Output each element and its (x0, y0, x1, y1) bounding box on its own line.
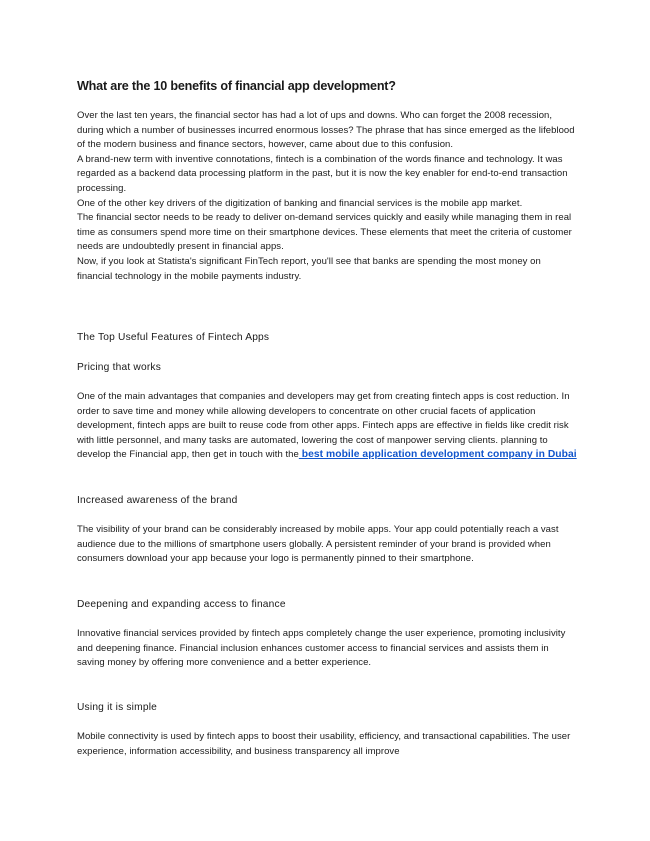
intro-paragraph: Over the last ten years, the financial sector has had a lot of ups and downs. Who can forget the 2008 recession, during which a number of businesses incurred enormous losses? The phrase that has since emerged as the lifeblood of the modern business and finance sectors, however, came about due to this confusion. (77, 110, 575, 151)
section-body-simple (77, 730, 577, 759)
page-title: What are the 10 benefits of financial app development? (77, 79, 396, 93)
intro-paragraph: The financial sector needs to be ready to deliver on-demand services quickly and easily while managing them in real time as consumers spend more time on their smartphone devices. These elements that meet the criteria of customer needs are undoubtedly present in financial apps. (77, 212, 572, 253)
section-heading-access: Deepening and expanding access to finance (77, 599, 286, 610)
section-heading-pricing: Pricing that works (77, 362, 161, 373)
features-heading: The Top Useful Features of Fintech Apps (77, 332, 270, 343)
section-heading-brand: Increased awareness of the brand (77, 495, 238, 506)
section-text: One of the main advantages that companies and developers may get from creating fintech apps is cost reduction. In order to save time and money while allowing developers to concentrate on other crucial facets of application development, fintech apps are built to reuse code from other apps. Fintech apps are effective in fields like credit risk with little personnel, and many tasks are automated, lowering the cost of manpower serving clients. planning to develop the Financial app, then get in touch with the (77, 391, 570, 461)
intro-paragraph: Now, if you look at Statista's significant FinTech report, you'll see that banks are spending the most money on financial technology in the mobile payments industry. (77, 255, 541, 282)
company-link[interactable]: best mobile application development company in Dubai (298, 449, 577, 461)
section-text: Mobile connectivity is used by fintech apps to boost their usability, efficiency, and transactional capabilities. The user experience, information accessibility, and business transparency all improve (77, 731, 571, 757)
section-text: Innovative financial services provided by fintech apps completely change the user experience, promoting inclusivity and deepening finance. Financial inclusion enhances customer access to financial services and assists them in saving money by offering more convenience and a better experience. (77, 628, 566, 669)
section-body-access (77, 627, 577, 671)
section-text: The visibility of your brand can be considerably increased by mobile apps. Your app could potentially reach a vast audience due to the millions of smartphone users globally. A persistent reminder of your brand is provided when consumers download your app because your logo is permanently pinned to their smartphone. (77, 524, 559, 565)
section-heading-simple: Using it is simple (77, 702, 158, 713)
section-body-brand (77, 523, 577, 567)
section-body-pricing (77, 390, 577, 463)
intro-paragraph: A brand-new term with inventive connotations, fintech is a combination of the words finance and technology. It was regarded as a backend data processing platform in the past, but it is now the key enabler for end-to-end transaction processing. (77, 153, 568, 194)
intro-paragraph: One of the other key drivers of the digitization of banking and financial services is the mobile app market. (77, 197, 523, 209)
intro-section (77, 109, 577, 284)
